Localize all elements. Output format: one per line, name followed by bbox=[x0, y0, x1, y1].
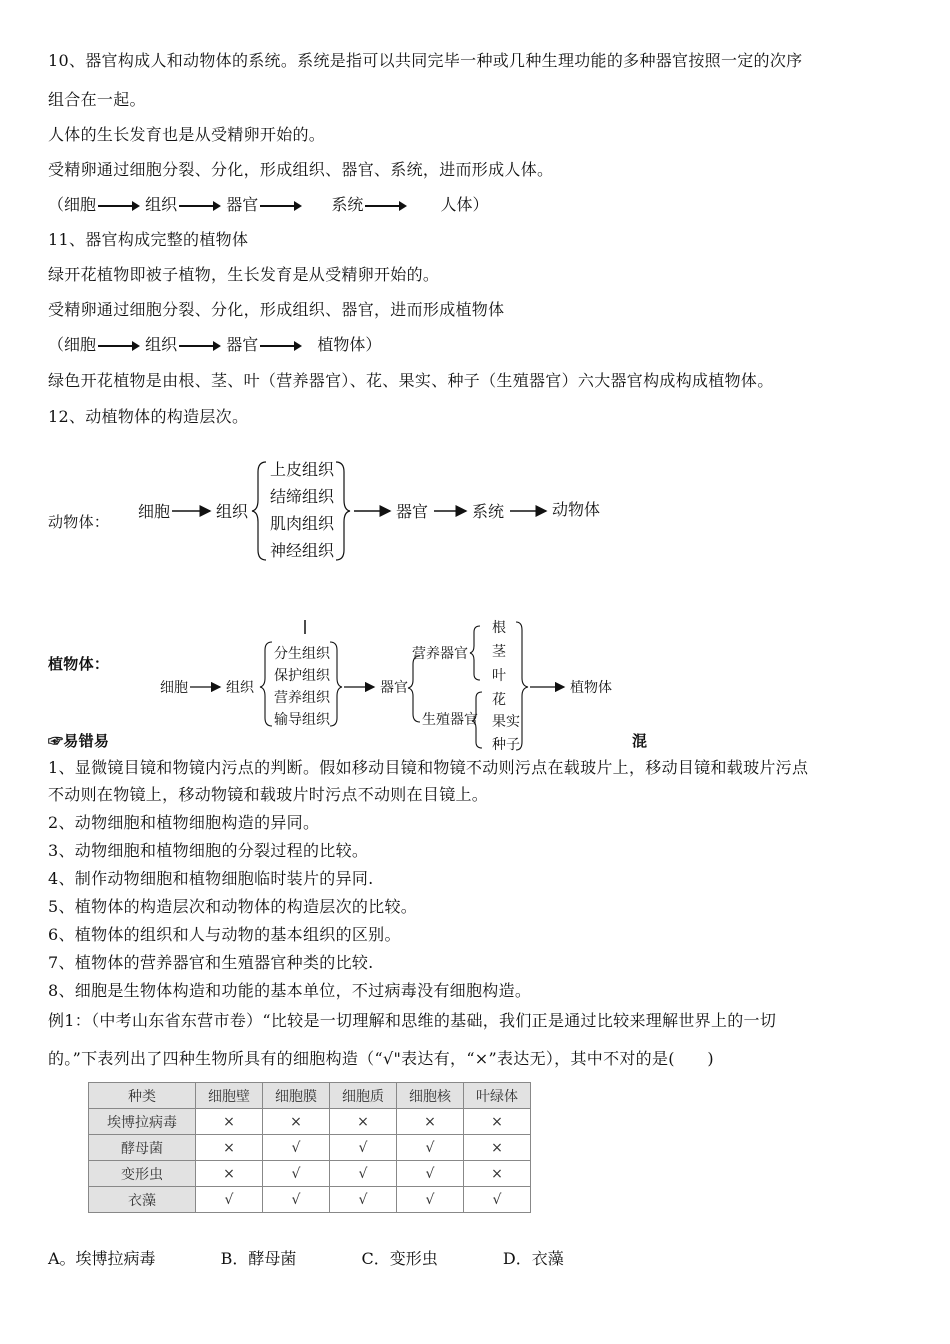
plant-organ: 器官 bbox=[380, 680, 408, 696]
table-cell: √ bbox=[330, 1135, 397, 1161]
flow-tissue: 组织 bbox=[145, 195, 178, 214]
flow-organ: 器官 bbox=[226, 335, 259, 354]
plant-tissue-2: 保护组织 bbox=[274, 668, 330, 684]
table-header-row bbox=[89, 1083, 531, 1109]
section11-line3: 绿色开花植物是由根、茎、叶（营养器官）、花、果实、种子（生殖器官）六大器官构成构成植物体。 bbox=[48, 371, 774, 390]
plant-tissue-4: 输导组织 bbox=[274, 712, 330, 728]
table-header: 种类 bbox=[89, 1083, 196, 1109]
table-cell: × bbox=[330, 1109, 397, 1135]
table-cell: √ bbox=[330, 1187, 397, 1213]
arrow-icon bbox=[179, 205, 219, 207]
mistakes-title-left: ☞易错易 bbox=[48, 732, 110, 750]
option-d[interactable]: D．衣藻 bbox=[502, 1249, 564, 1268]
flow-body: 人体） bbox=[440, 195, 489, 214]
table-header: 叶绿体 bbox=[464, 1083, 531, 1109]
veg-item-1: 根 bbox=[492, 620, 506, 636]
table-header: 细胞核 bbox=[397, 1083, 464, 1109]
section10-flow bbox=[48, 194, 488, 216]
brace-left bbox=[252, 462, 266, 560]
plant-body: 植物体 bbox=[570, 680, 612, 696]
table-row bbox=[89, 1135, 531, 1161]
arrow-icon bbox=[179, 345, 219, 347]
brace-left bbox=[260, 642, 272, 726]
animal-tissue-4: 神经组织 bbox=[270, 541, 335, 560]
section10-title-cont: 组合在一起。 bbox=[48, 90, 146, 109]
animal-label: 动物体： bbox=[48, 513, 110, 531]
mistake-item-2: 2、动物细胞和植物细胞构造的异同。 bbox=[48, 813, 320, 832]
table-cell: × bbox=[196, 1135, 263, 1161]
table-cell: × bbox=[464, 1161, 531, 1187]
table-cell: × bbox=[196, 1109, 263, 1135]
table-cell: √ bbox=[263, 1187, 330, 1213]
animal-tissue-3: 肌肉组织 bbox=[270, 514, 335, 533]
flow-cell: （细胞 bbox=[48, 335, 97, 354]
table-cell: × bbox=[464, 1109, 531, 1135]
animal-tissue-1: 上皮组织 bbox=[270, 460, 335, 479]
section10-title: 10、器官构成人和动物体的系统。系统是指可以共同完毕一种或几种生理功能的多种器官按照一定的次序 bbox=[48, 51, 803, 70]
example-line1: 例1：（中考山东省东营市卷）“比较是一切理解和思维的基础，我们正是通过比较来理解世界上的一切 bbox=[48, 1011, 777, 1030]
table-cell: 埃博拉病毒 bbox=[89, 1109, 196, 1135]
table-row bbox=[89, 1187, 531, 1213]
table-row bbox=[89, 1161, 531, 1187]
example-line2: 的。”下表列出了四种生物所具有的细胞构造（“√"表达有，“×”表达无），其中不对的是( ) bbox=[48, 1049, 714, 1068]
table-cell: 变形虫 bbox=[89, 1161, 196, 1187]
table-cell: √ bbox=[263, 1135, 330, 1161]
mistake-item-7: 7、植物体的营养器官和生殖器官种类的比较. bbox=[48, 953, 374, 972]
table-cell: √ bbox=[397, 1135, 464, 1161]
rep-item-1: 花 bbox=[492, 692, 506, 708]
flow-cell: （细胞 bbox=[48, 195, 97, 214]
mistake-item-3: 3、动物细胞和植物细胞的分裂过程的比较。 bbox=[48, 841, 369, 860]
plant-tissue-3: 营养组织 bbox=[274, 690, 330, 706]
table-cell: × bbox=[263, 1109, 330, 1135]
veg-item-3: 叶 bbox=[492, 668, 506, 684]
table-header: 细胞壁 bbox=[196, 1083, 263, 1109]
arrow-icon bbox=[98, 205, 138, 207]
mistake-item-4: 4、制作动物细胞和植物细胞临时装片的异同. bbox=[48, 869, 374, 888]
veg-organ: 营养器官 bbox=[412, 646, 468, 662]
flow-system: 系统 bbox=[331, 195, 364, 214]
table-cell: × bbox=[464, 1135, 531, 1161]
arrow-icon bbox=[365, 205, 405, 207]
table-header: 细胞膜 bbox=[263, 1083, 330, 1109]
arrow-icon bbox=[260, 345, 300, 347]
table-cell: 酵母菌 bbox=[89, 1135, 196, 1161]
mistake-item-6: 6、植物体的组织和人与动物的基本组织的区别。 bbox=[48, 925, 401, 944]
table-cell: × bbox=[196, 1161, 263, 1187]
animal-cell: 细胞 bbox=[138, 502, 171, 521]
plant-cell: 细胞 bbox=[160, 680, 188, 696]
table-cell: √ bbox=[397, 1161, 464, 1187]
table-cell: √ bbox=[196, 1187, 263, 1213]
section11-title: 11、器官构成完整的植物体 bbox=[48, 230, 249, 249]
brace-left bbox=[408, 656, 420, 722]
section10-line2: 受精卵通过细胞分裂、分化，形成组织、器官、系统，进而形成人体。 bbox=[48, 160, 554, 179]
table-header: 细胞质 bbox=[330, 1083, 397, 1109]
cell-structure-table bbox=[88, 1082, 531, 1213]
arrow-icon bbox=[260, 205, 300, 207]
plant-diagram bbox=[140, 618, 640, 758]
animal-tissue-2: 结缔组织 bbox=[270, 487, 335, 506]
option-b[interactable]: B．酵母菌 bbox=[220, 1249, 297, 1268]
mistake-item-1: 1、显微镜目镜和物镜内污点的判断。假如移动目镜和物镜不动则污点在载玻片上，移动目镜和载玻片污点 bbox=[48, 758, 809, 777]
answer-options bbox=[48, 1246, 624, 1269]
table-cell: √ bbox=[330, 1161, 397, 1187]
table-cell: 衣藻 bbox=[89, 1187, 196, 1213]
mistake-item-5: 5、植物体的构造层次和动物体的构造层次的比较。 bbox=[48, 897, 418, 916]
veg-item-2: 茎 bbox=[492, 644, 506, 660]
animal-tissue: 组织 bbox=[216, 502, 249, 521]
arrow-icon bbox=[98, 345, 138, 347]
rep-organ: 生殖器官 bbox=[422, 712, 478, 728]
table-cell: × bbox=[397, 1109, 464, 1135]
section11-flow bbox=[48, 334, 381, 356]
section11-line1: 绿开花植物即被子植物，生长发育是从受精卵开始的。 bbox=[48, 265, 440, 284]
animal-diagram bbox=[120, 450, 640, 569]
section10-line1: 人体的生长发育也是从受精卵开始的。 bbox=[48, 125, 326, 144]
rep-item-3: 种子 bbox=[492, 737, 520, 753]
table-row bbox=[89, 1109, 531, 1135]
brace-right bbox=[336, 462, 350, 560]
animal-organ: 器官 bbox=[396, 502, 429, 521]
mistakes-title-right: 混 bbox=[632, 732, 648, 750]
animal-body: 动物体 bbox=[552, 500, 601, 519]
animal-system: 系统 bbox=[472, 502, 505, 521]
flow-organ: 器官 bbox=[226, 195, 259, 214]
section11-line2: 受精卵通过细胞分裂、分化，形成组织、器官，进而形成植物体 bbox=[48, 300, 505, 319]
plant-tissue-1: 分生组织 bbox=[274, 646, 330, 662]
table-cell: √ bbox=[397, 1187, 464, 1213]
mistake-item-1-cont: 不动则在物镜上，移动物镜和载玻片时污点不动则在目镜上。 bbox=[48, 785, 489, 804]
section12-title: 12、动植物体的构造层次。 bbox=[48, 407, 249, 426]
table-cell: √ bbox=[263, 1161, 330, 1187]
flow-tissue: 组织 bbox=[145, 335, 178, 354]
option-c[interactable]: C．变形虫 bbox=[361, 1249, 438, 1268]
plant-tissue: 组织 bbox=[226, 680, 254, 696]
plant-label: 植物体： bbox=[48, 655, 110, 673]
option-a[interactable]: A。埃博拉病毒 bbox=[48, 1249, 156, 1268]
table-cell: √ bbox=[464, 1187, 531, 1213]
brace-left bbox=[470, 626, 480, 680]
brace-right bbox=[516, 622, 528, 750]
rep-item-2: 果实 bbox=[492, 714, 520, 730]
flow-plant-body: 植物体） bbox=[317, 335, 382, 354]
brace-right bbox=[330, 642, 342, 726]
mistake-item-8: 8、细胞是生物体构造和功能的基本单位，不过病毒没有细胞构造。 bbox=[48, 981, 532, 1000]
